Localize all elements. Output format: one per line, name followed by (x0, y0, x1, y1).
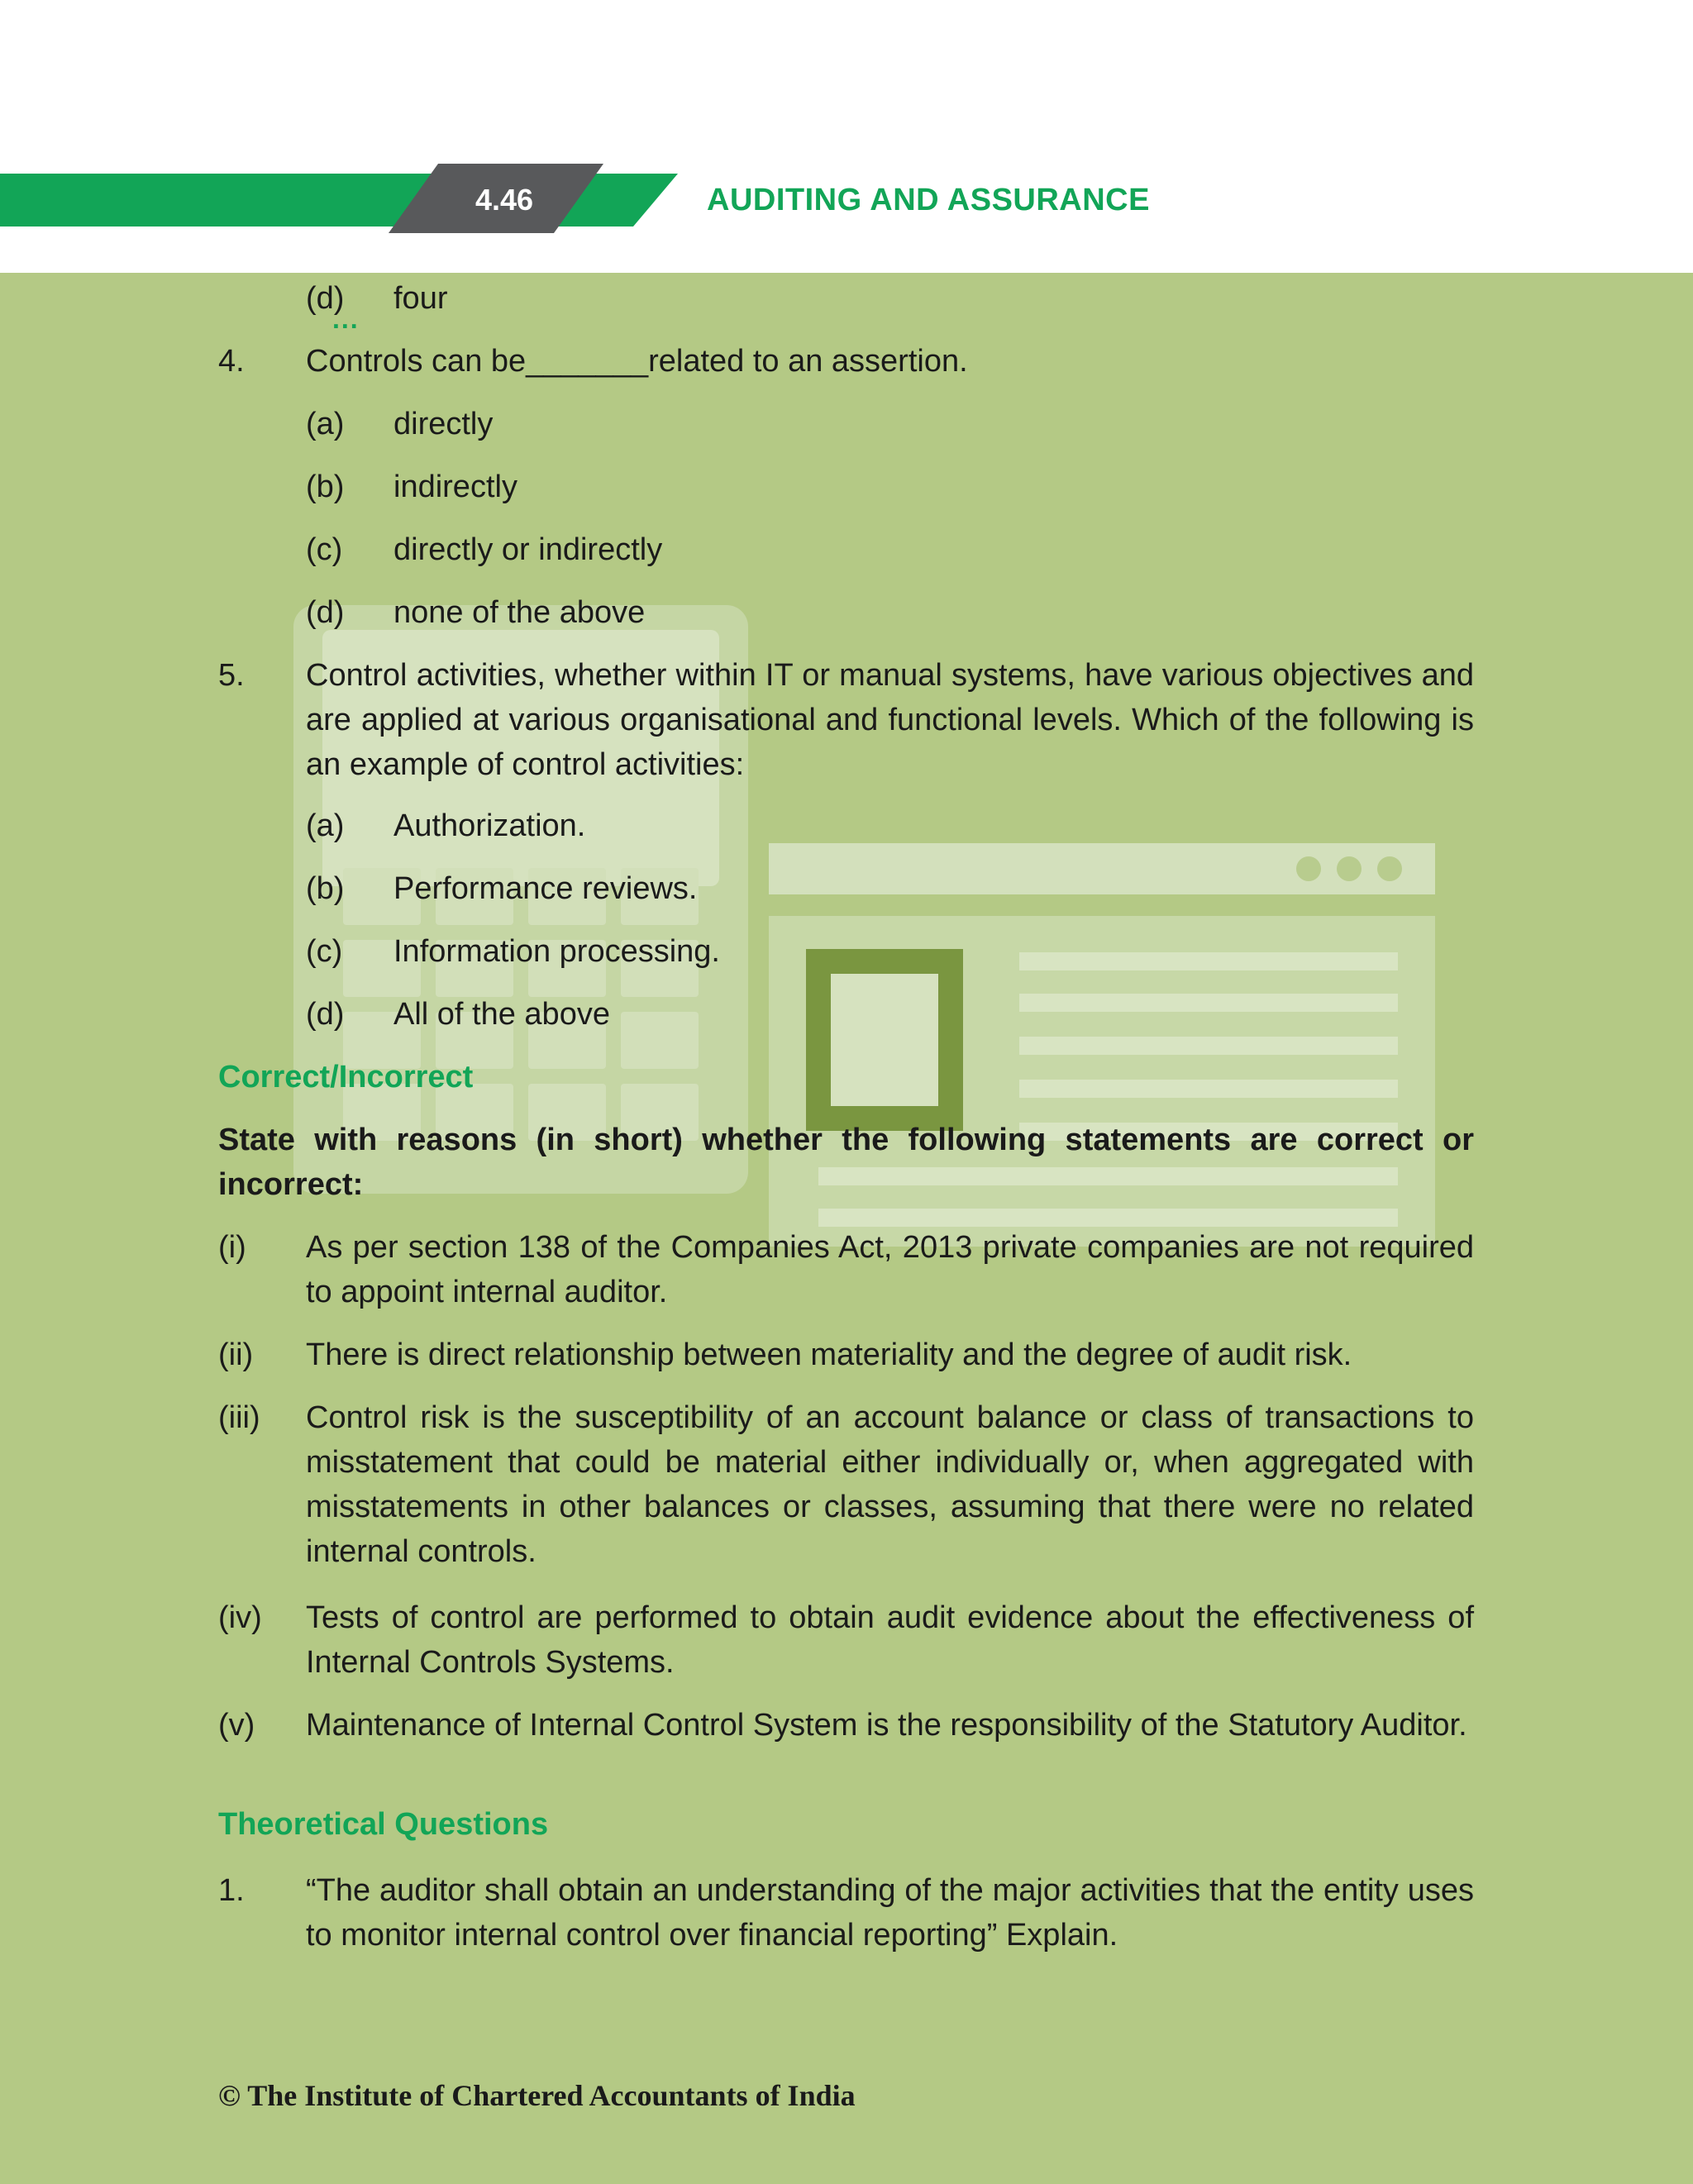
statement-text: There is direct relationship between materiality and the degree of audit risk. (306, 1338, 1352, 1372)
option-label: (c) (306, 934, 343, 969)
option-text: Authorization. (393, 808, 586, 843)
question-text: Control activities, whether within IT or manual systems, have various objectives and are applied at various organisational and functional levels. Which of the following is an example of control activities: (306, 658, 1474, 782)
option-label: (a) (306, 808, 345, 843)
instruction-text: State with reasons (in short) whether the following statements are correct or incorrect: (218, 1123, 1474, 1202)
option-label: (d) (306, 997, 345, 1032)
question-text: “The auditor shall obtain an understanding of the major activities that the entity uses to monitor internal control over financial reporting” Explain. (306, 1873, 1474, 1953)
footer-copyright: © The Institute of Chartered Accountants of India (218, 2079, 856, 2112)
option-text: All of the above (393, 997, 610, 1032)
option-label: (d) (306, 281, 345, 316)
question-text: Controls can be_______related to an assertion. (306, 344, 968, 379)
statement-text: Control risk is the susceptibility of an account balance or class of transactions to misstatement that could be material either individually or, when aggregated with misstatements in other balances or classes, assuming that there were no related internal controls. (306, 1400, 1474, 1569)
ellipsis-icon: ... (332, 304, 360, 334)
option-label: (c) (306, 532, 343, 567)
section-heading: Correct/Incorrect (218, 1060, 474, 1094)
option-text: four (393, 281, 448, 316)
section-heading: Theoretical Questions (218, 1807, 549, 1842)
option-text: Performance reviews. (393, 871, 698, 906)
question-number: 4. (218, 344, 245, 379)
option-label: (b) (306, 871, 345, 906)
option-label: (d) (306, 595, 345, 630)
option-text: directly or indirectly (393, 532, 663, 567)
statement-label: (ii) (218, 1338, 254, 1372)
option-text: directly (393, 407, 494, 441)
option-label: (b) (306, 470, 345, 504)
statement-label: (iv) (218, 1600, 262, 1635)
statement-label: (iii) (218, 1400, 260, 1435)
option-text: none of the above (393, 595, 646, 630)
option-text: indirectly (393, 470, 517, 504)
statement-text: As per section 138 of the Companies Act, 2013 private companies are not required to appoint internal auditor. (306, 1230, 1474, 1309)
page-number: 4.46 (475, 183, 534, 217)
statement-label: (i) (218, 1230, 246, 1265)
option-label: (a) (306, 407, 345, 441)
statement-text: Tests of control are performed to obtain audit evidence about the effectiveness of Internal Controls Systems. (306, 1600, 1474, 1680)
header-title: AUDITING AND ASSURANCE (707, 183, 1150, 217)
statement-label: (v) (218, 1708, 255, 1743)
question-number: 5. (218, 658, 245, 693)
question-number: 1. (218, 1873, 245, 1908)
statement-text: Maintenance of Internal Control System is the responsibility of the Statutory Auditor. (306, 1708, 1467, 1743)
option-text: Information processing. (393, 934, 720, 969)
